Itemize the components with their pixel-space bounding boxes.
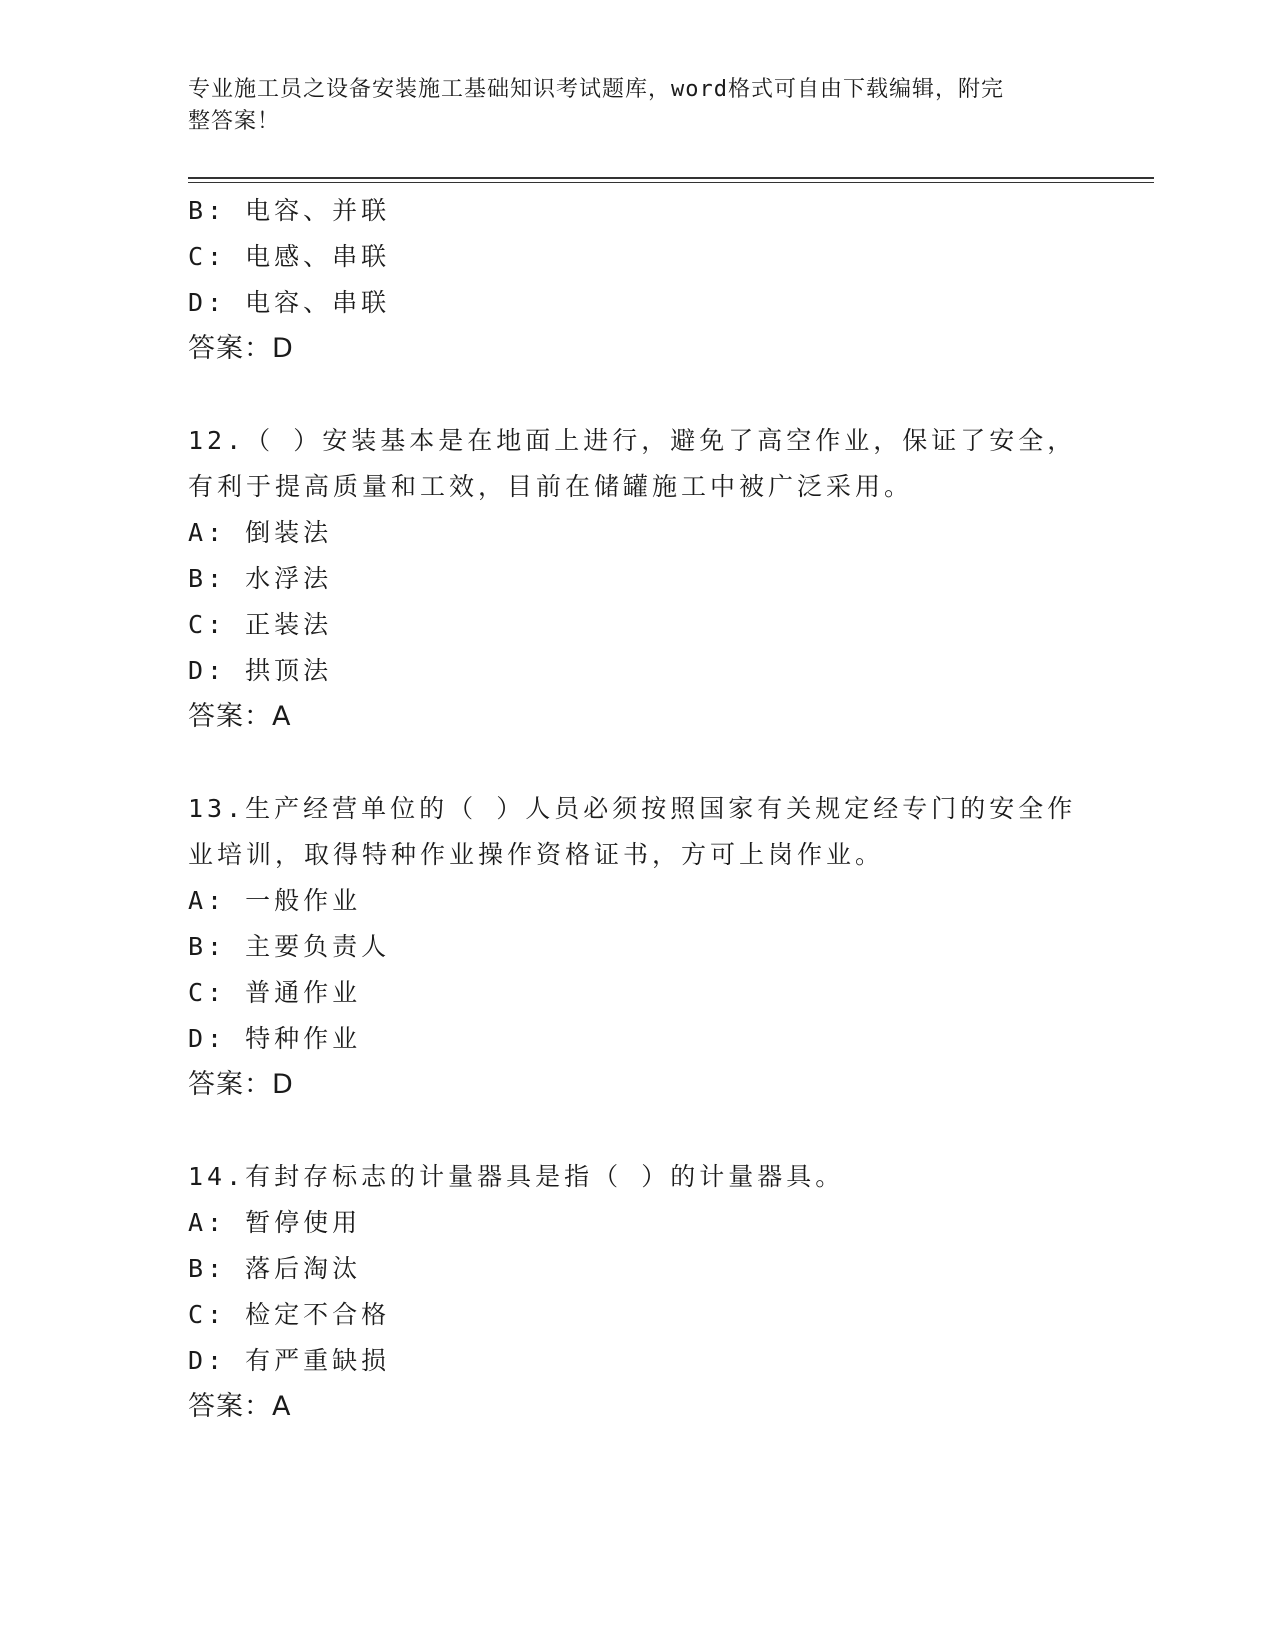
option-d: D: 特种作业 [188,1024,362,1053]
question-stem: 14.有封存标志的计量器具是指（ ）的计量器具。 [188,1162,845,1191]
option-a: A: 倒装法 [188,518,333,547]
question-stem: 有利于提高质量和工效，目前在储罐施工中被广泛采用。 [188,472,914,501]
option-c: C: 检定不合格 [188,1300,391,1329]
option-d: D: 电容、串联 [188,288,391,317]
question-stem: 业培训，取得特种作业操作资格证书，方可上岗作业。 [188,840,885,869]
header-line-1: 专业施工员之设备安装施工基础知识考试题库，word格式可自由下载编辑，附完 [188,77,1004,102]
option-a: A: 暂停使用 [188,1208,362,1237]
question-stem: 12.（ ）安装基本是在地面上进行，避免了高空作业，保证了安全， [188,426,1077,455]
question-stem: 13.生产经营单位的（ ）人员必须按照国家有关规定经专门的安全作 [188,794,1077,823]
option-c: C: 电感、串联 [188,242,391,271]
header-divider-thin [188,182,1154,183]
answer-line: 答案：A [188,1391,292,1422]
option-d: D: 有严重缺损 [188,1346,391,1375]
option-d: D: 拱顶法 [188,656,333,685]
option-c: C: 普通作业 [188,978,362,1007]
document-header [188,74,1068,138]
option-b: B: 电容、并联 [188,196,391,225]
question-12 [188,418,1088,740]
header-line-2: 整答案！ [188,109,281,134]
answer-line: 答案：A [188,701,292,732]
spacer [188,372,1088,418]
answer-line: 答案：D [188,1069,294,1100]
question-14 [188,1154,1088,1430]
question-11-continued [188,188,1088,372]
option-a: A: 一般作业 [188,886,362,915]
question-13 [188,786,1088,1108]
option-b: B: 水浮法 [188,564,333,593]
answer-line: 答案：D [188,333,294,364]
spacer [188,740,1088,786]
option-b: B: 主要负责人 [188,932,391,961]
option-b: B: 落后淘汰 [188,1254,362,1283]
spacer [188,1108,1088,1154]
option-c: C: 正装法 [188,610,333,639]
question-list [188,188,1088,1430]
header-divider-thick [188,177,1154,179]
